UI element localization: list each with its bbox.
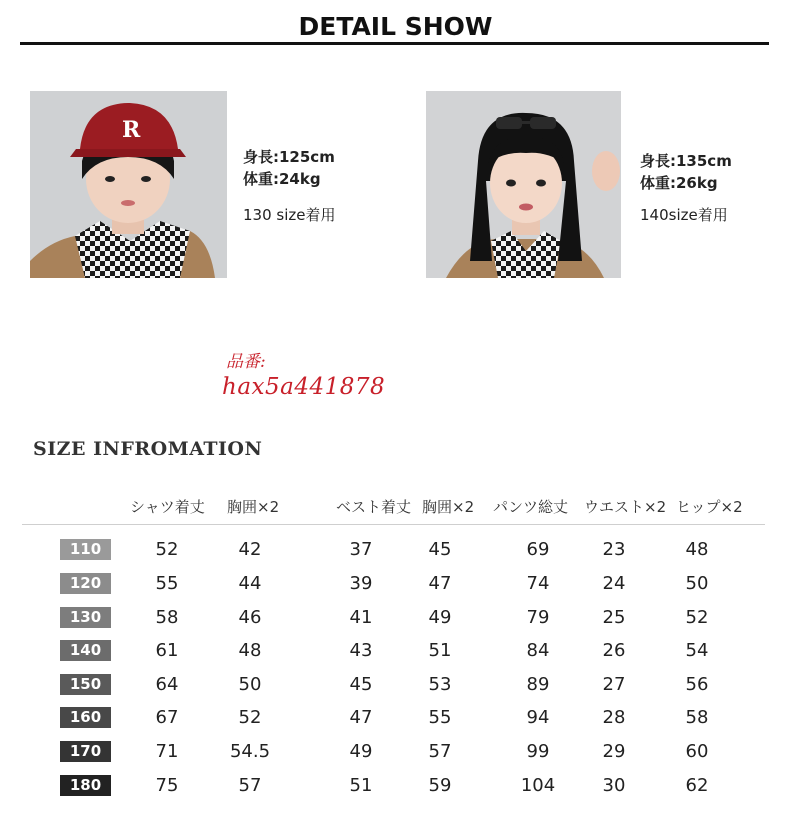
size-table-header-divider <box>22 524 765 525</box>
table-cell: 51 <box>428 640 452 661</box>
table-cell: 54 <box>685 640 709 661</box>
table-cell: 49 <box>349 741 373 762</box>
table-cell: 25 <box>602 607 626 628</box>
table-cell: 89 <box>526 674 550 695</box>
table-cell: 79 <box>526 607 550 628</box>
table-cell: 52 <box>685 607 709 628</box>
table-cell: 26 <box>602 640 626 661</box>
table-cell: 75 <box>155 775 179 796</box>
table-cell: 44 <box>238 573 262 594</box>
size-badge: 110 <box>60 539 111 560</box>
model-weight: 体重:24kg <box>243 170 321 188</box>
table-cell: 23 <box>602 539 626 560</box>
table-cell: 52 <box>155 539 179 560</box>
table-cell: 45 <box>349 674 373 695</box>
table-cell: 99 <box>526 741 550 762</box>
model-photo-girl <box>426 91 621 278</box>
column-header: 胸囲×2 <box>422 498 475 516</box>
model-info-girl <box>640 150 732 226</box>
title-divider <box>20 42 769 45</box>
size-badge: 150 <box>60 674 111 695</box>
table-cell: 30 <box>602 775 626 796</box>
page-title: DETAIL SHOW <box>298 12 493 41</box>
model-photo-boy <box>30 91 227 278</box>
table-cell: 56 <box>685 674 709 695</box>
size-section-title: SIZE INFROMATION <box>33 438 263 460</box>
table-cell: 58 <box>685 707 709 728</box>
table-cell: 53 <box>428 674 452 695</box>
table-cell: 58 <box>155 607 179 628</box>
table-cell: 49 <box>428 607 452 628</box>
table-cell: 46 <box>238 607 262 628</box>
table-cell: 50 <box>685 573 709 594</box>
table-cell: 55 <box>155 573 179 594</box>
table-cell: 27 <box>602 674 626 695</box>
table-cell: 94 <box>526 707 550 728</box>
table-cell: 84 <box>526 640 550 661</box>
table-cell: 104 <box>520 775 556 796</box>
table-cell: 24 <box>602 573 626 594</box>
model-info-boy <box>243 146 335 226</box>
table-cell: 54.5 <box>229 741 271 762</box>
table-cell: 28 <box>602 707 626 728</box>
model-height: 身長:135cm <box>640 152 732 170</box>
model-weight: 体重:26kg <box>640 174 718 192</box>
product-code-value: hax5a441878 <box>222 374 386 400</box>
table-cell: 51 <box>349 775 373 796</box>
table-cell: 48 <box>238 640 262 661</box>
table-cell: 62 <box>685 775 709 796</box>
svg-text:R: R <box>122 117 141 143</box>
column-header: パンツ総丈 <box>493 498 569 516</box>
table-cell: 55 <box>428 707 452 728</box>
table-cell: 47 <box>428 573 452 594</box>
table-cell: 57 <box>428 741 452 762</box>
table-cell: 41 <box>349 607 373 628</box>
table-cell: 67 <box>155 707 179 728</box>
table-cell: 57 <box>238 775 262 796</box>
table-cell: 43 <box>349 640 373 661</box>
column-header: シャツ着丈 <box>130 498 205 516</box>
size-badge: 160 <box>60 707 111 728</box>
table-cell: 52 <box>238 707 262 728</box>
product-code-label: 品番: <box>226 352 266 372</box>
column-header: 胸囲×2 <box>227 498 280 516</box>
table-cell: 64 <box>155 674 179 695</box>
size-badge: 120 <box>60 573 111 594</box>
table-cell: 42 <box>238 539 262 560</box>
table-cell: 45 <box>428 539 452 560</box>
table-cell: 48 <box>685 539 709 560</box>
column-header: ベスト着丈 <box>336 498 412 516</box>
size-badge: 170 <box>60 741 111 762</box>
product-code <box>222 352 385 402</box>
table-cell: 60 <box>685 741 709 762</box>
table-cell: 39 <box>349 573 373 594</box>
column-header: ヒップ×2 <box>676 498 743 516</box>
table-cell: 61 <box>155 640 179 661</box>
size-badge: 140 <box>60 640 111 661</box>
model-height: 身長:125cm <box>243 148 335 166</box>
column-header: ウエスト×2 <box>584 498 667 516</box>
size-badge: 130 <box>60 607 111 628</box>
size-badge: 180 <box>60 775 111 796</box>
table-cell: 50 <box>238 674 262 695</box>
model-size-worn: 130 size着用 <box>243 206 336 224</box>
table-cell: 59 <box>428 775 452 796</box>
table-cell: 71 <box>155 741 179 762</box>
table-cell: 29 <box>602 741 626 762</box>
model-size-worn: 140size着用 <box>640 206 728 224</box>
table-cell: 47 <box>349 707 373 728</box>
table-cell: 74 <box>526 573 550 594</box>
table-cell: 37 <box>349 539 373 560</box>
table-cell: 69 <box>526 539 550 560</box>
